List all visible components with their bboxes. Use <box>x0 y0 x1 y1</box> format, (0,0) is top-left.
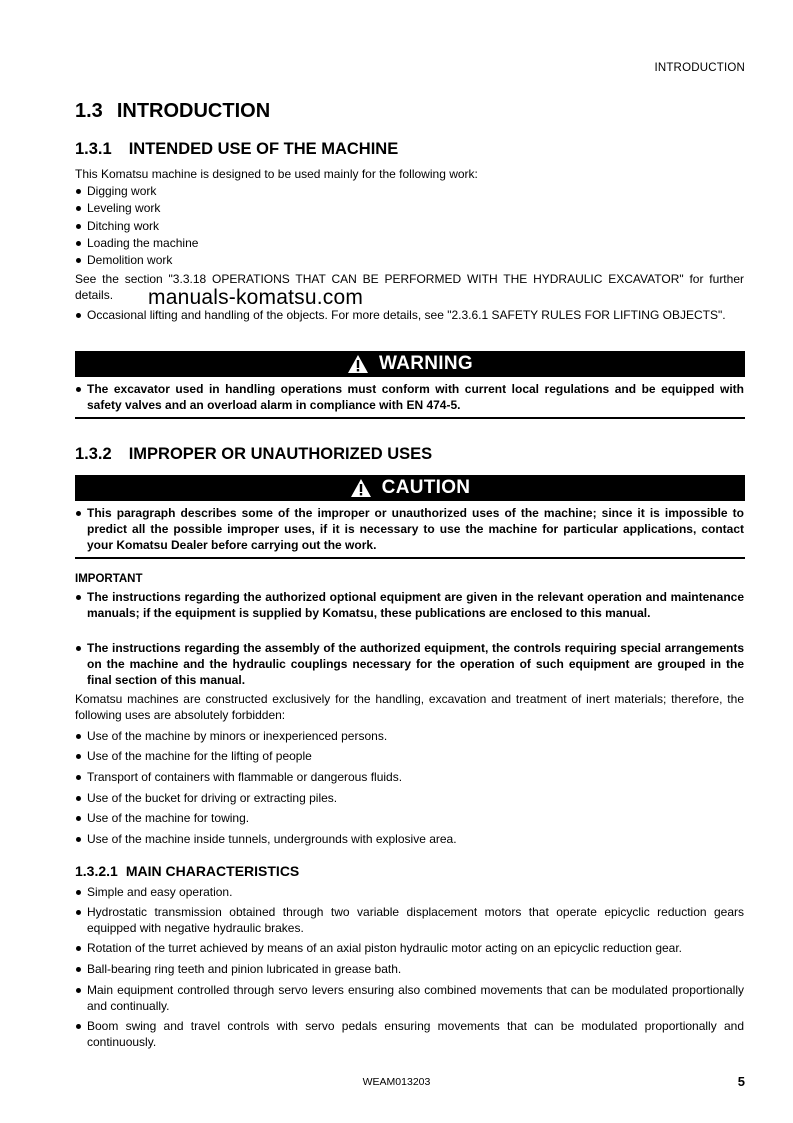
list-item: Demolition work <box>75 252 744 268</box>
caution-label: CAUTION <box>381 477 471 498</box>
document-code: WEAM013203 <box>362 1076 431 1088</box>
list-item: Ditching work <box>75 218 744 234</box>
section-number: 1.3 <box>75 100 103 122</box>
section-number: 1.3.1 <box>75 140 112 158</box>
section-heading-1-3-1 <box>75 140 398 159</box>
important-label: IMPORTANT <box>75 573 143 585</box>
list-item: Leveling work <box>75 200 744 216</box>
list-item: Simple and easy operation. <box>75 884 744 900</box>
watermark: manuals-komatsu.com <box>148 286 364 309</box>
list-item: Loading the machine <box>75 235 744 251</box>
warning-label: WARNING <box>379 353 473 374</box>
section-heading-1-3-2 <box>75 445 432 464</box>
section-title: INTENDED USE OF THE MACHINE <box>128 140 399 158</box>
list-item: Boom swing and travel controls with servo pedals ensuring movements that can be modulated proportionally and continuously. <box>75 1018 744 1050</box>
list-item: Use of the machine by minors or inexperienced persons. <box>75 728 744 744</box>
section-number: 1.3.2 <box>75 445 112 463</box>
caution-banner <box>75 475 745 501</box>
see-section-paragraph: See the section "3.3.18 OPERATIONS THAT CAN BE PERFORMED WITH THE HYDRAULIC EXCAVATOR" for further details. <box>75 272 744 302</box>
list-item: Use of the machine inside tunnels, undergrounds with explosive area. <box>75 831 744 847</box>
section-title: INTRODUCTION <box>116 100 271 122</box>
list-item: Transport of containers with flammable or dangerous fluids. <box>75 769 744 785</box>
divider <box>75 557 745 559</box>
section-title: IMPROPER OR UNAUTHORIZED USES <box>128 445 433 463</box>
section-heading-1-3 <box>75 100 270 123</box>
warning-triangle-icon <box>350 478 372 498</box>
list-item: Main equipment controlled through servo levers ensuring also combined movements that can be modulated proportionally and continually. <box>75 982 744 1014</box>
warning-text: The excavator used in handling operations must conform with current local regulations and be equipped with safety valves and an overload alarm in compliance with EN 474-5. <box>75 381 744 413</box>
important-item: The instructions regarding the authorized optional equipment are given in the relevant operation and maintenance manuals; if the equipment is supplied by Komatsu, these publications are enclosed to this manual. <box>75 589 744 621</box>
list-item: Hydrostatic transmission obtained through two variable displacement motors that operate epicyclic reduction gears equipped with negative hydraulic brakes. <box>75 904 744 936</box>
page-number: 5 <box>737 1074 745 1089</box>
list-item: Use of the machine for the lifting of people <box>75 748 744 764</box>
list-item: Use of the machine for towing. <box>75 810 744 826</box>
caution-text: This paragraph describes some of the improper or unauthorized uses of the machine; since it is impossible to predict all the possible improper uses, if it is necessary to use the machine for particular applications, contact your Komatsu Dealer before carrying out the work. <box>75 505 744 553</box>
divider <box>75 417 745 419</box>
warning-banner <box>75 351 745 377</box>
section-heading-1-3-2-1 <box>75 863 299 879</box>
running-header: INTRODUCTION <box>654 62 745 74</box>
list-item: Ball-bearing ring teeth and pinion lubricated in grease bath. <box>75 961 744 977</box>
list-item: Occasional lifting and handling of the objects. For more details, see "2.3.6.1 SAFETY RULES FOR LIFTING OBJECTS". <box>75 307 744 323</box>
section-title: MAIN CHARACTERISTICS <box>125 863 300 879</box>
important-item: The instructions regarding the assembly of the authorized equipment, the controls requiring special arrangements on the machine and the hydraulic couplings necessary for the operation of such equipment are grouped in the final section of this manual. <box>75 640 744 688</box>
list-item: Digging work <box>75 183 744 199</box>
section-number: 1.3.2.1 <box>75 863 118 879</box>
warning-triangle-icon <box>347 354 369 374</box>
list-item: Use of the bucket for driving or extracting piles. <box>75 790 744 806</box>
list-item: Rotation of the turret achieved by means of an axial piston hydraulic motor acting on an epicyclic reduction gear. <box>75 940 744 956</box>
forbidden-intro: Komatsu machines are constructed exclusively for the handling, excavation and treatment of inert materials; therefore, the following uses are absolutely forbidden: <box>75 692 744 722</box>
intended-use-intro: This Komatsu machine is designed to be used mainly for the following work: <box>75 167 478 181</box>
